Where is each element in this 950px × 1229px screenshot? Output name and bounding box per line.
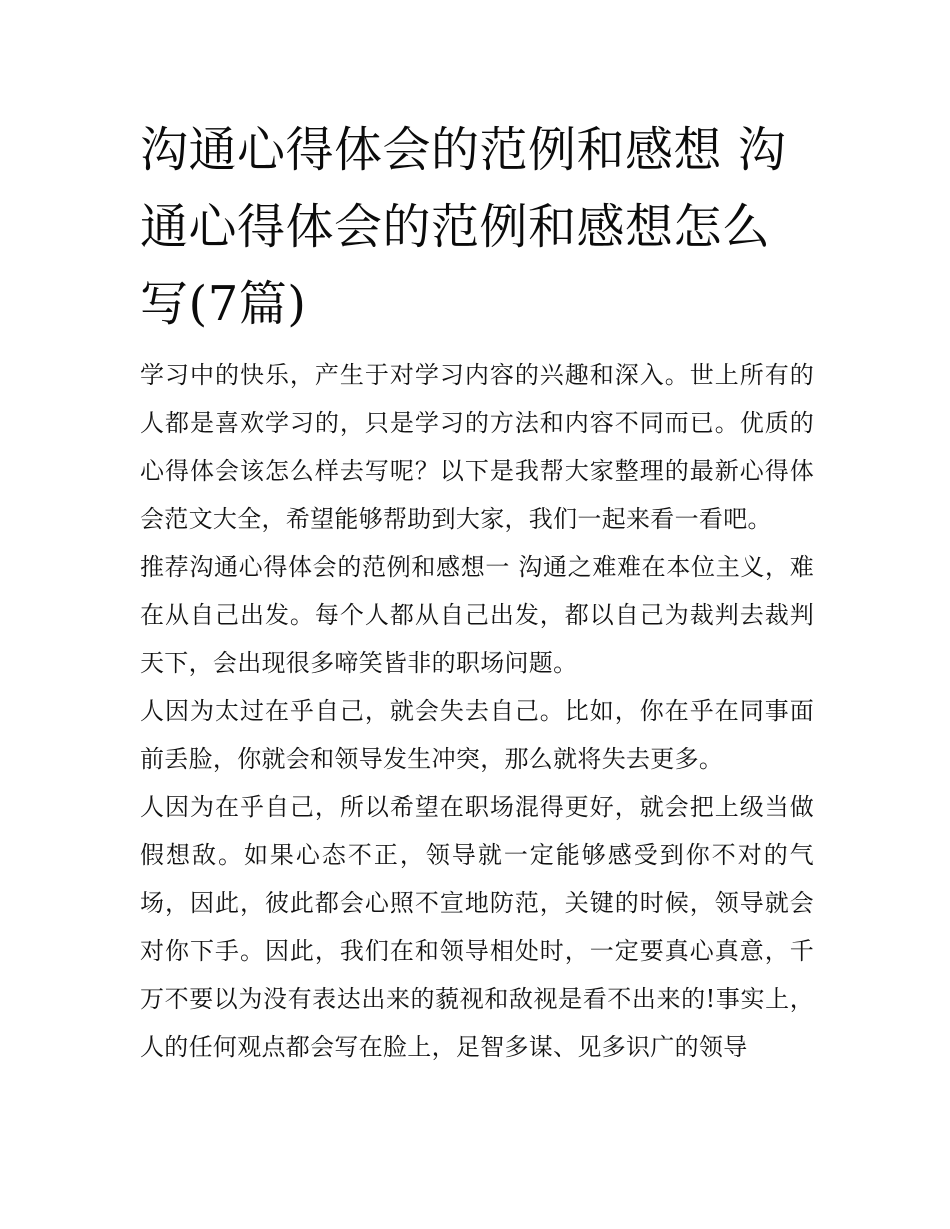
body-paragraph-3: 人因为太过在乎自己，就会失去自己。比如，你在乎在同事面前丢脸，你就会和领导发生冲突，那么就将失去更多。 [140, 697, 814, 773]
title-block [140, 112, 814, 343]
body-paragraph-1: 学习中的快乐，产生于对学习内容的兴趣和深入。世上所有的人都是喜欢学习的，只是学习的方法和内容不同而已。优质的心得体会该怎么样去写呢？以下是我帮大家整理的最新心得体会范文大全，希望能够帮助到大家，我们一起来看一看吧。 [140, 361, 814, 533]
document-title: 沟通心得体会的范例和感想 沟通心得体会的范例和感想怎么写(7篇) [140, 122, 787, 332]
body-paragraph-2: 推荐沟通心得体会的范例和感想一 沟通之难难在本位主义，难在从自己出发。每个人都从自己出发，都以自己为裁判去裁判天下，会出现很多啼笑皆非的职场问题。 [140, 553, 814, 677]
document-body [140, 351, 814, 1071]
body-paragraph-4: 人因为在乎自己，所以希望在职场混得更好，就会把上级当做假想敌。如果心态不正，领导就一定能够感受到你不对的气场，因此，彼此都会心照不宣地防范，关键的时候，领导就会对你下手。因此，我们在和领导相处时，一定要真心真意，千万不要以为没有表达出来的藐视和敌视是看不出来的!事实上，人的任何观点都会写在脸上，足智多谋、见多识广的领导 [140, 793, 814, 1061]
